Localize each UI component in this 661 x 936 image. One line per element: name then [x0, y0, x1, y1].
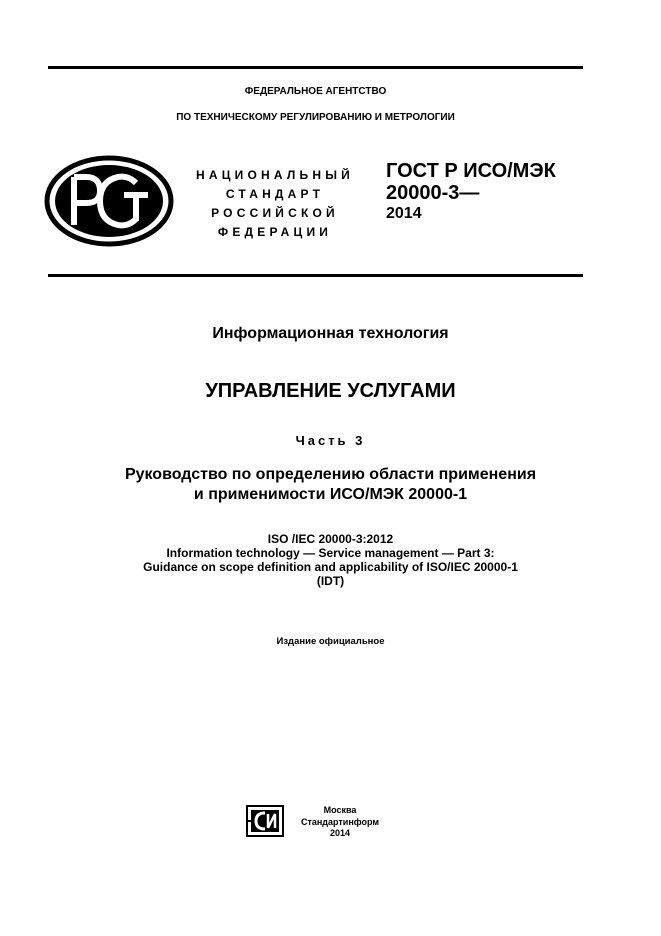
- national-standard-line: ФЕДЕРАЦИИ: [217, 225, 333, 239]
- subtitle-line-2: и применимости ИСО/МЭК 20000-1: [193, 486, 468, 503]
- national-standard-label: [190, 166, 360, 242]
- designation-line-2: 20000-3—: [386, 182, 480, 204]
- top-rule: [48, 66, 583, 69]
- iso-reference: [0, 532, 661, 588]
- agency-line-2: ПО ТЕХНИЧЕСКОМУ РЕГУЛИРОВАНИЮ И МЕТРОЛОГИИ: [176, 112, 455, 123]
- designation-year: 2014: [386, 205, 422, 222]
- edition-label: Издание официальное: [276, 636, 385, 647]
- middle-rule: [48, 274, 583, 277]
- iso-reference-line-4: (IDT): [316, 574, 345, 588]
- subtitle-line-1: Руководство по определению области применения: [124, 466, 537, 483]
- publisher-name: Стандартинформ: [300, 816, 380, 827]
- part-label: Часть 3: [295, 433, 366, 448]
- agency-line-1: ФЕДЕРАЛЬНОЕ АГЕНТСТВО: [244, 86, 387, 97]
- iso-reference-line-2: Information technology — Service management — Part 3:: [166, 546, 495, 560]
- document-main-title: УПРАВЛЕНИЕ УСЛУГАМИ: [205, 380, 456, 402]
- iso-reference-line-1: ISO /IEC 20000-3:2012: [267, 532, 394, 546]
- iso-reference-line-3: Guidance on scope definition and applicability of ISO/IEC 20000-1: [143, 560, 518, 574]
- document-subtitle: [0, 465, 661, 505]
- publisher-year: 2014: [329, 828, 351, 838]
- publisher-city: Москва: [323, 805, 357, 815]
- national-standard-line: СТАНДАРТ: [225, 187, 325, 201]
- standard-designation: [386, 160, 556, 224]
- national-standard-line: НАЦИОНАЛЬНЫЙ: [195, 168, 355, 182]
- publisher-block: [294, 805, 386, 840]
- designation-line-1: ГОСТ Р ИСО/МЭК: [386, 160, 556, 182]
- national-standard-line: РОССИЙСКОЙ: [211, 206, 339, 220]
- document-title: Информационная технология: [212, 325, 449, 342]
- rst-emblem-icon: [44, 155, 174, 247]
- standartinform-logo-icon: [246, 805, 284, 837]
